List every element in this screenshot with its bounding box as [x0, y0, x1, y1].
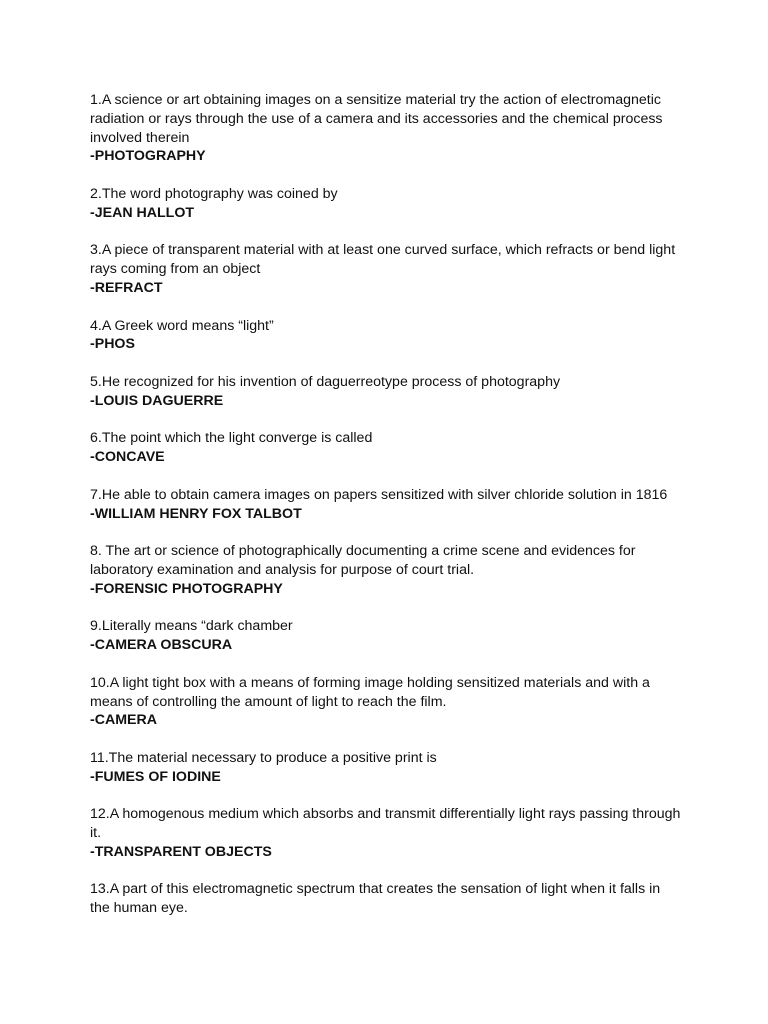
question-item-11	[90, 749, 682, 787]
question-text: 7.He able to obtain camera images on papers sensitized with silver chloride solution in 1816	[90, 486, 668, 503]
answer-text: -CONCAVE	[90, 449, 165, 466]
question-text: 1.A science or art obtaining images on a sensitize material try the action of electromagnetic radiation or rays through the use of a camera and its accessories and the chemical process involved therein	[90, 92, 663, 146]
question-text: 6.The point which the light converge is called	[90, 430, 373, 447]
question-item-5	[90, 373, 682, 411]
question-item-13	[90, 880, 682, 918]
question-item-7	[90, 486, 682, 524]
question-item-3	[90, 241, 682, 297]
answer-text: -CAMERA OBSCURA	[90, 637, 233, 654]
answer-text: -PHOTOGRAPHY	[90, 148, 206, 165]
answer-text: -JEAN HALLOT	[90, 204, 195, 221]
question-item-1	[90, 91, 682, 166]
question-text: 8. The art or science of photographically documenting a crime scene and evidences for laboratory examination and analysis for purpose of court trial.	[90, 543, 636, 578]
question-item-12	[90, 805, 682, 861]
question-item-6	[90, 429, 682, 467]
question-item-2	[90, 185, 682, 223]
question-text: 13.A part of this electromagnetic spectrum that creates the sensation of light when it falls in the human eye.	[90, 881, 661, 917]
answer-text: -FORENSIC PHOTOGRAPHY	[90, 580, 283, 597]
question-item-9	[90, 617, 682, 655]
question-text: 10.A light tight box with a means of forming image holding sensitized materials and with a means of controlling the amount of light to reach the film.	[90, 674, 650, 710]
question-text: 3.A piece of transparent material with at least one curved surface, which refracts or bend light rays coming from an object	[90, 242, 676, 278]
question-text: 2.The word photography was coined by	[90, 185, 338, 202]
answer-text: -LOUIS DAGUERRE	[90, 392, 224, 409]
answer-text: -FUMES OF IODINE	[90, 768, 221, 785]
question-text: 11.The material necessary to produce a positive print is	[90, 749, 437, 766]
question-item-4	[90, 317, 682, 355]
answer-text: -WILLIAM HENRY FOX TALBOT	[90, 505, 302, 522]
question-text: 12.A homogenous medium which absorbs and transmit differentially light rays passing through it.	[90, 806, 681, 842]
answer-text: -REFRACT	[90, 279, 163, 296]
answer-text: -PHOS	[90, 336, 135, 353]
question-text: 9.Literally means “dark chamber	[90, 618, 293, 635]
question-answer-list	[90, 91, 682, 937]
question-text: 4.A Greek word means “light”	[90, 317, 274, 334]
answer-text: -CAMERA	[90, 712, 157, 729]
question-item-10	[90, 674, 682, 730]
question-item-8	[90, 542, 682, 598]
question-text: 5.He recognized for his invention of daguerreotype process of photography	[90, 373, 561, 390]
answer-text: -TRANSPARENT OBJECTS	[90, 843, 272, 860]
